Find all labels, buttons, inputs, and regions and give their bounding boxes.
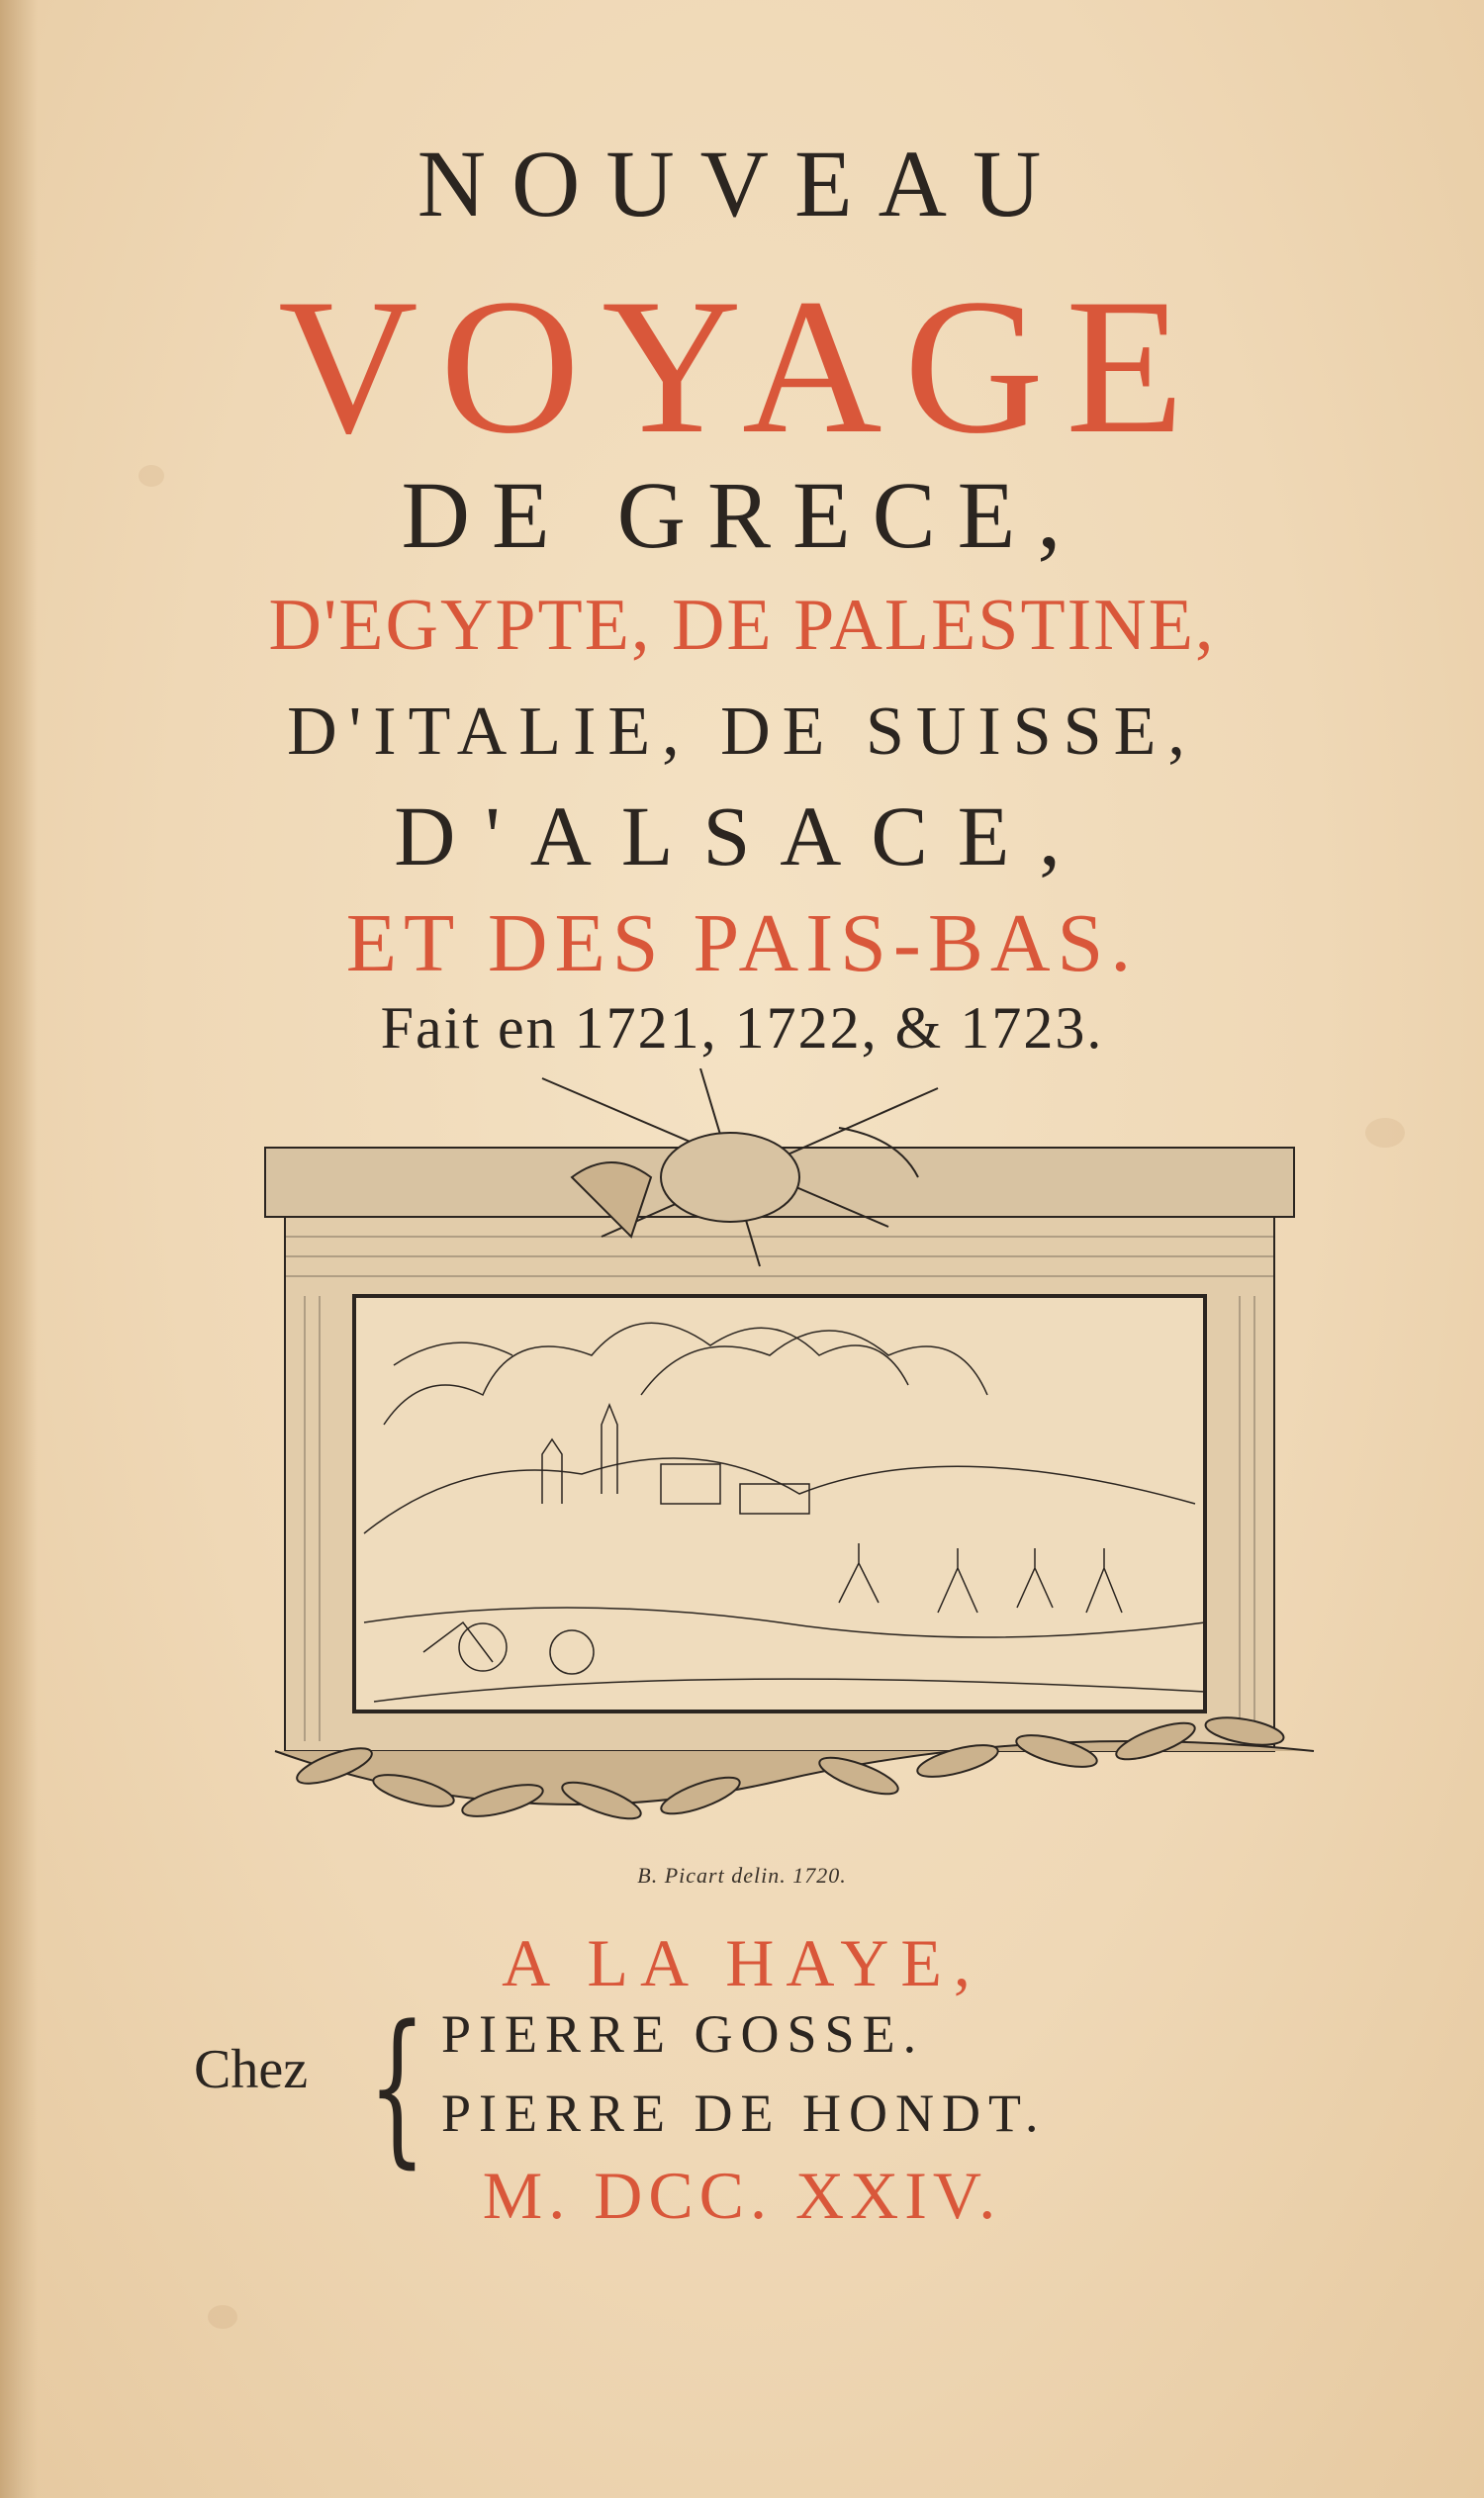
title-voyage: VOYAGE bbox=[278, 259, 1206, 474]
title-nouveau: NOUVEAU bbox=[417, 131, 1067, 236]
title-egypte-palestine: D'EGYPTE, DE PALESTINE, bbox=[268, 585, 1216, 666]
printer-pierre-de-hondt: PIERRE DE HONDT. bbox=[441, 2083, 1047, 2143]
imprint-place: A LA HAYE, bbox=[502, 1925, 982, 2000]
imprint-chez: Chez bbox=[194, 2039, 309, 2100]
title-pais-bas: ET DES PAIS-BAS. bbox=[345, 897, 1139, 989]
brace-glyph: { bbox=[368, 1989, 426, 2183]
foxing-spot bbox=[1365, 1118, 1405, 1148]
printer-pierre-gosse: PIERRE GOSSE. bbox=[441, 2004, 925, 2064]
engraver-credit: B. Picart delin. 1720. bbox=[637, 1863, 847, 1888]
title-de-grece: DE GRECE, bbox=[401, 462, 1083, 568]
title-italie-suisse: D'ITALIE, DE SUISSE, bbox=[287, 694, 1197, 770]
foxing-spot bbox=[208, 2305, 237, 2329]
subtitle-dates: Fait en 1721, 1722, & 1723. bbox=[380, 995, 1104, 1061]
scene-frame bbox=[354, 1296, 1205, 1712]
title-alsace: D'ALSACE, bbox=[394, 788, 1090, 883]
engraving-vignette bbox=[245, 1068, 1334, 1860]
imprint-date: M. DCC. XXIV. bbox=[482, 2158, 1002, 2233]
